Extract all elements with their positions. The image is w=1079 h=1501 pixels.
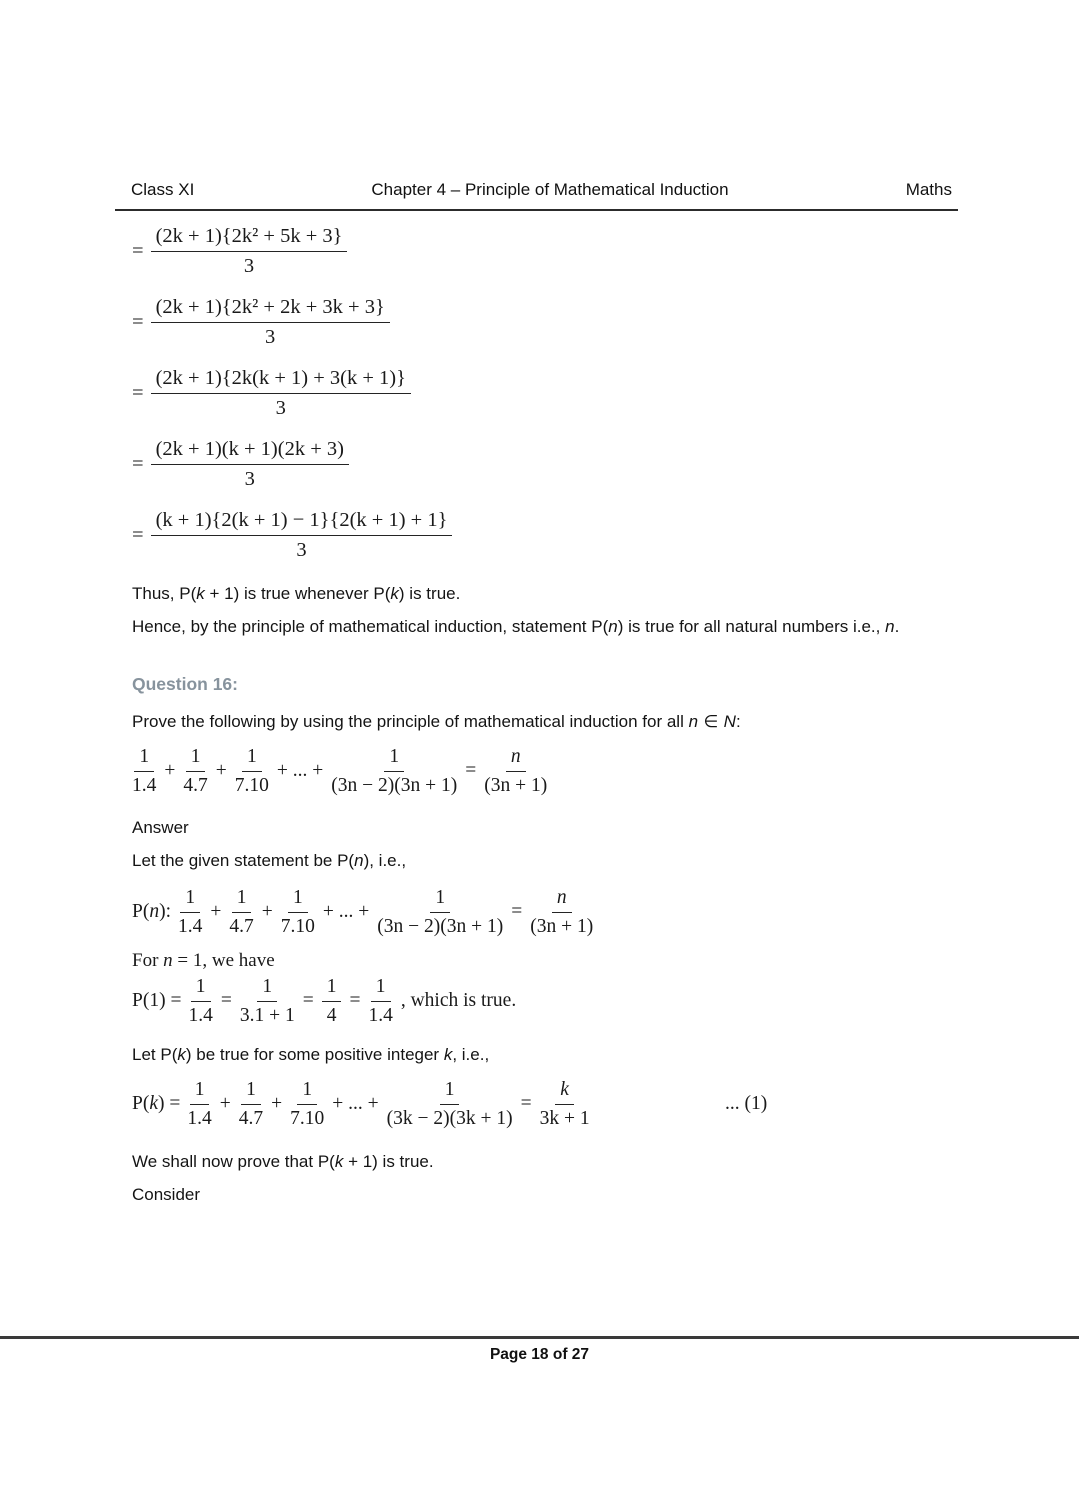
text-run: Prove the following by using the principle of mathematical induction for all [132,712,689,731]
denominator: 4.7 [229,915,254,937]
denominator: 3k + 1 [539,1107,590,1129]
text-run: + 1) is true. [343,1152,434,1171]
text-run: ) = [158,1093,181,1114]
fraction [235,746,269,797]
math-var: n [354,851,364,870]
denominator: 4.7 [183,774,208,796]
text-run: ) is true for all natural numbers i.e., [617,617,886,636]
plus-operator: + [210,901,222,922]
ellipsis-operator: + ... + [322,901,370,922]
header-subject-label: Maths [905,180,952,199]
text-run: : [735,712,741,731]
numerator: 1 [297,1079,317,1105]
text-run: , i.e., [452,1045,490,1064]
numerator: 1 [190,1079,210,1105]
math-var: k [196,584,205,603]
equals-sign: = [132,524,144,546]
equals-sign: = [302,990,314,1011]
denominator: 7.10 [234,774,269,796]
numerator: 1 [371,976,391,1002]
text-run: For [132,950,164,971]
denominator: 1.4 [187,1107,212,1129]
derivation-step-5 [132,500,954,571]
fraction [322,976,342,1027]
math-var: n [885,617,895,636]
we-shall-line [132,1145,954,1178]
fraction [132,746,156,797]
equals-sign: = [132,311,144,333]
text-run: Let P( [132,1045,178,1064]
denominator: 3 [275,397,286,419]
numerator: 1 [322,976,342,1002]
numerator: 1 [186,746,206,772]
question16-statement-equation [132,739,954,803]
math-var: k [334,1152,344,1171]
numerator: 1 [430,887,450,913]
math-var: n [688,712,699,731]
numerator: (2k + 1)(k + 1)(2k + 3) [151,438,349,465]
fraction [540,1079,590,1130]
numerator: 1 [134,746,154,772]
fraction [239,1079,263,1130]
denominator: 7.10 [290,1107,325,1129]
equals-sign: = [220,990,232,1011]
fraction [151,438,349,491]
numerator: 1 [180,887,200,913]
denominator: 3 [296,539,307,561]
numerator: 1 [384,746,404,772]
numerator: 1 [288,887,308,913]
footer-rule [0,1336,1079,1339]
numerator: 1 [242,746,262,772]
denominator: (3n − 2)(3n + 1) [331,774,458,796]
element-of-symbol: ∈ [698,712,724,732]
numerator: (2k + 1){2k² + 2k + 3k + 3} [151,296,390,323]
denominator: 3 [243,255,255,277]
for-n1-line [132,950,954,972]
p1-equation [132,972,954,1030]
denominator: 7.10 [280,915,315,937]
answer-label: Answer [132,818,189,837]
numerator: 1 [440,1079,460,1105]
text-run: ): [159,901,172,922]
math-var: N [723,712,736,731]
fraction [530,887,593,938]
denominator: 3 [244,468,255,490]
plus-operator: + [164,760,176,781]
conclusion-thus [132,577,954,610]
denominator: 3 [265,326,276,348]
equals-sign: = [520,1093,532,1114]
equals-sign: = [349,990,361,1011]
header-class-label: Class XI [131,180,195,199]
fraction [187,1079,211,1130]
denominator: 3.1 + 1 [239,1004,295,1026]
fraction [377,887,503,938]
fraction [240,976,295,1027]
text-run: Hence, by the principle of mathematical induction, statement P( [132,617,609,636]
numerator: 1 [232,887,252,913]
numerator: k [555,1079,574,1105]
page-body [132,216,954,1211]
denominator: (3n + 1) [530,915,594,937]
fraction [151,367,411,420]
numerator: 1 [257,976,277,1002]
denominator: (3n − 2)(3n + 1) [377,915,504,937]
text-run: ) is true. [398,584,461,603]
ellipsis-operator: + ... + [276,760,324,781]
fraction [229,887,253,938]
numerator: (k + 1){2(k + 1) − 1}{2(k + 1) + 1} [151,509,453,536]
denominator: 4 [326,1004,337,1026]
denominator: (3n + 1) [484,774,548,796]
numerator: (2k + 1){2k(k + 1) + 3(k + 1)} [151,367,411,394]
numerator: n [552,887,572,913]
text-run: ), i.e., [363,851,407,870]
fraction [188,976,212,1027]
equals-sign: = [511,901,523,922]
text-run: Thus, P( [132,584,197,603]
fraction [368,976,392,1027]
fraction [281,887,315,938]
derivation-step-1 [132,216,954,287]
fraction [183,746,207,797]
text-run: . [894,617,900,636]
fraction [290,1079,324,1130]
fraction [151,225,348,278]
pn-equation [132,877,954,947]
ellipsis-operator: + ... + [332,1093,379,1114]
denominator: 1.4 [188,1004,213,1026]
equation-suffix: , which is true. [400,990,517,1011]
equation-prefix [132,1093,180,1115]
consider-line: Consider [132,1185,201,1204]
derivation-step-3 [132,358,954,429]
math-var: n [163,950,173,971]
math-var: n [149,901,160,922]
fraction [387,1079,513,1130]
page-header [115,180,958,211]
equation-prefix: P(1) = [132,990,182,1011]
question-prompt [132,705,954,739]
pk-equation [132,1071,954,1137]
math-var: k [177,1045,186,1064]
denominator: 1.4 [368,1004,393,1026]
numerator: n [506,746,526,772]
equation-prefix [132,901,171,923]
text-run: = 1, we have [172,950,275,971]
numerator: 1 [191,976,211,1002]
math-var: k [149,1093,158,1114]
fraction [178,887,202,938]
fraction [151,509,453,562]
text-run: P( [132,1093,150,1114]
fraction [151,296,390,349]
text-run: Let the given statement be P( [132,851,355,870]
denominator: 1.4 [132,774,157,796]
let-pk-line [132,1038,954,1071]
plus-operator: + [219,1093,231,1114]
header-chapter-title: Chapter 4 – Principle of Mathematical Induction [371,180,729,199]
page-number: Page 18 of 27 [489,1346,590,1363]
question-heading: Question 16: [132,674,238,694]
conclusion-hence [132,610,954,643]
denominator: (3k − 2)(3k + 1) [386,1107,513,1129]
derivation-step-2 [132,287,954,358]
numerator: 1 [241,1079,261,1105]
derivation-step-4 [132,429,954,500]
text-run: We shall now prove that P( [132,1152,335,1171]
plus-operator: + [271,1093,283,1114]
math-var: n [608,617,618,636]
fraction [331,746,457,797]
equation-number-label: ... (1) [725,1093,768,1114]
plus-operator: + [261,901,273,922]
math-var: k [443,1045,453,1064]
equals-sign: = [132,453,144,475]
text-run: ) be true for some positive integer [185,1045,444,1064]
math-var: k [390,584,399,603]
text-run: P( [132,901,150,922]
equals-sign: = [132,240,144,262]
equals-sign: = [132,382,144,404]
plus-operator: + [215,760,227,781]
denominator: 1.4 [178,915,203,937]
numerator: (2k + 1){2k² + 5k + 3} [151,225,348,252]
fraction [484,746,547,797]
let-pn-line [132,844,954,877]
equals-sign: = [465,760,477,781]
denominator: 4.7 [238,1107,264,1129]
text-run: + 1) is true whenever P( [204,584,391,603]
